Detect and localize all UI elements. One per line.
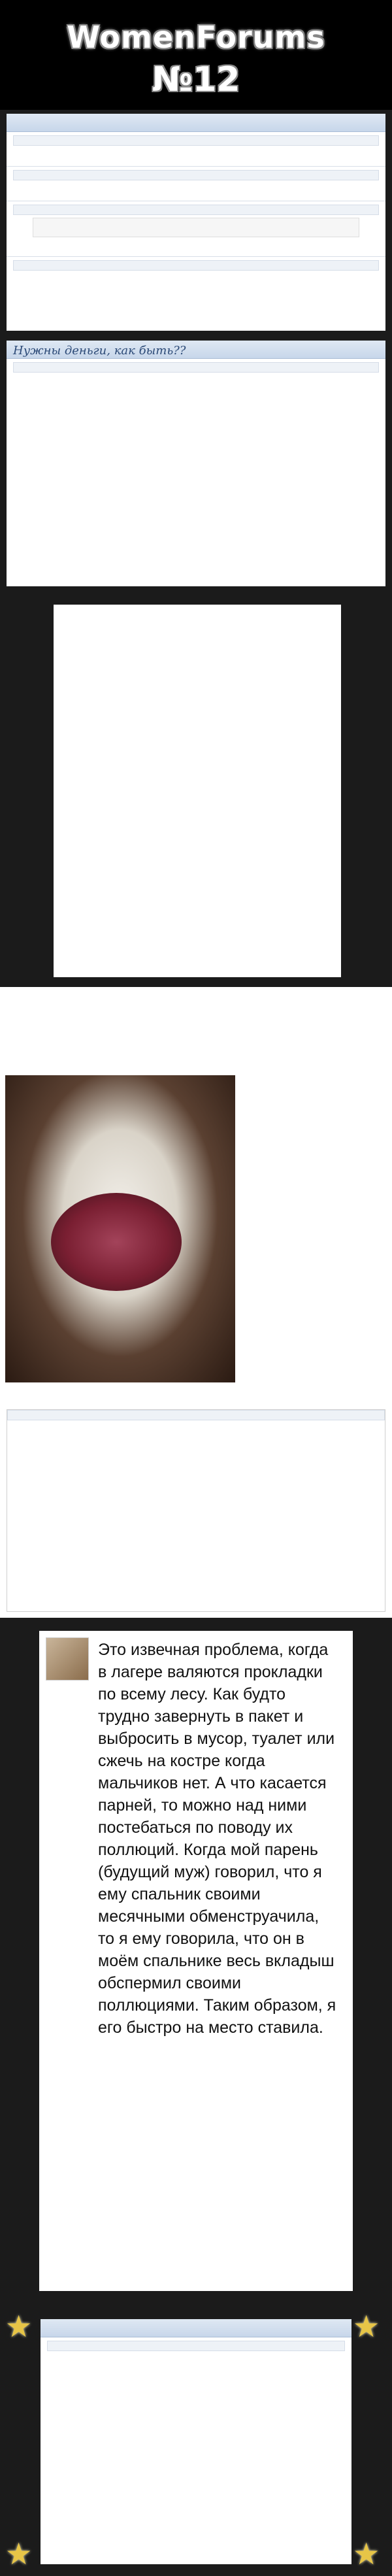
star-icon: ★ — [5, 2309, 33, 2343]
photo-detail — [51, 1193, 182, 1291]
star-icon: ★ — [5, 2537, 33, 2571]
post-body — [13, 180, 379, 193]
avatar — [46, 1637, 89, 1681]
thread1-frame — [0, 110, 392, 335]
post-quote — [33, 218, 359, 237]
comments-frame — [0, 592, 392, 987]
post-actions — [13, 193, 379, 197]
thread2-frame — [0, 335, 392, 592]
thread3-author — [7, 1410, 385, 1420]
post-meta — [13, 205, 379, 215]
thread2-title: Нужны деньги, как быть?? — [7, 341, 385, 359]
toilet-story-text: Это извечная проблема, когда в лагере валяются прокладки по всему лесу. Как будто трудно завернуть в пакет и выбросить в мусор, туалет или сжечь на костре когда мальчиков нет. А что касается парней, то можно над ними постебаться по поводу их поллюций. Когда мой парень (будущий муж) говорил, что я ему спальник своими месячными обменструачила, то я ему говорила, что он в моём спальнике весь вкладыш обспермил своими поллюциями. Таким образом, я его быстро на место ставила. — [98, 1641, 336, 2037]
thread1-post-2 — [7, 167, 385, 201]
thread1-post-1 — [7, 132, 385, 167]
thread4-panel — [41, 2319, 351, 2564]
post-body — [13, 240, 379, 253]
thread3-panel — [7, 1409, 385, 1612]
banner — [0, 0, 392, 110]
comments-panel — [54, 605, 341, 977]
thread4-post — [41, 2337, 351, 2544]
thread3-section — [0, 1405, 392, 1618]
post-meta — [13, 135, 379, 146]
post-body — [13, 373, 379, 549]
thread1-panel — [7, 114, 385, 331]
star-icon: ★ — [353, 2309, 380, 2343]
post-meta — [47, 2341, 345, 2351]
post-actions — [13, 159, 379, 163]
thread1-post-4 — [7, 257, 385, 300]
post-body — [47, 2351, 345, 2541]
post-meta — [13, 260, 379, 271]
story-caption — [0, 1382, 392, 1388]
post-body-continued — [13, 284, 379, 297]
thread4-title — [41, 2319, 351, 2337]
thread4-frame — [0, 2307, 392, 2576]
post-body — [13, 146, 379, 159]
post-body — [13, 271, 379, 284]
thread2-panel — [7, 341, 385, 586]
toilet-story-frame — [0, 1618, 392, 2307]
star-icon: ★ — [353, 2537, 380, 2571]
thread1-post-3 — [7, 201, 385, 257]
post-meta — [13, 170, 379, 180]
story-photo — [5, 1075, 235, 1382]
banner-number: №12 — [152, 60, 240, 99]
banner-title: WomenForums — [67, 20, 325, 55]
thread2-post — [7, 359, 385, 556]
post-actions — [13, 549, 379, 553]
story-intro — [0, 987, 392, 1072]
story-section — [0, 987, 392, 1405]
thread3-body — [7, 1420, 385, 1597]
thread1-title — [7, 114, 385, 132]
post-meta — [13, 362, 379, 373]
toilet-story-panel — [39, 1631, 353, 2291]
